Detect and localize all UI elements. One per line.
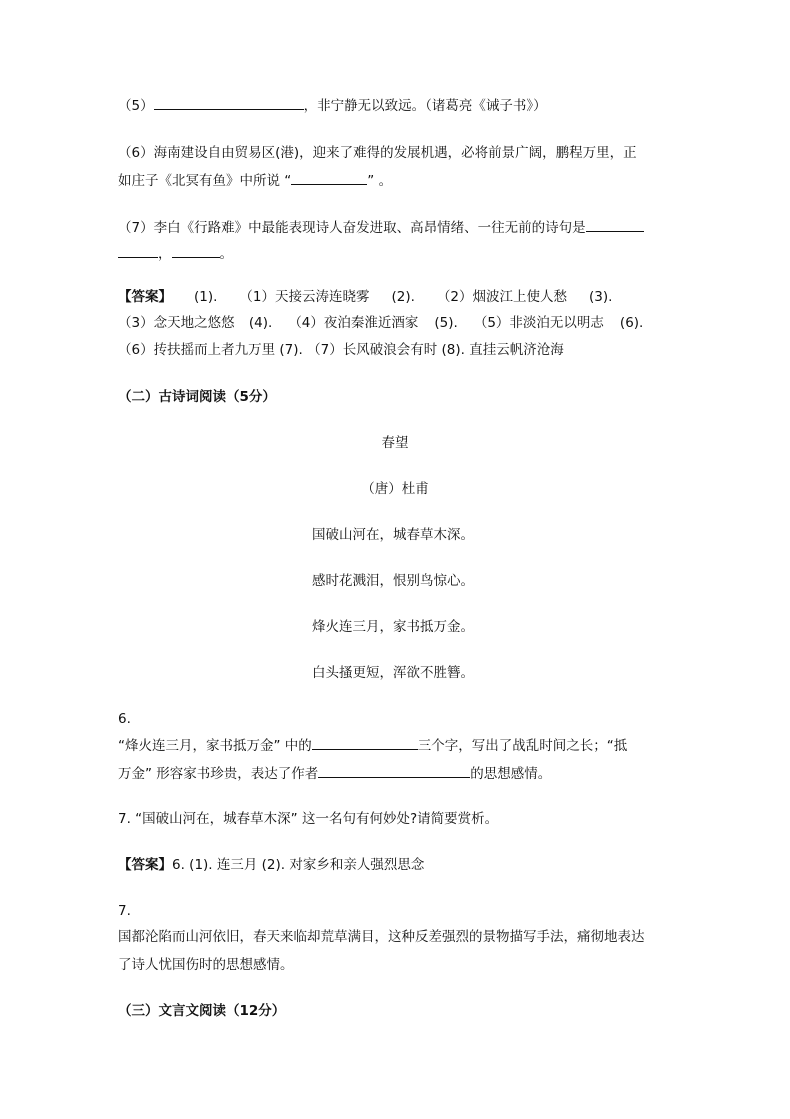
question-6-line2 [118, 170, 392, 190]
answer-label: 【答案】 [118, 857, 172, 873]
answer-2 [118, 856, 424, 874]
question-7-line2 [118, 243, 233, 263]
answer-item: (8). [441, 342, 465, 358]
answer-item: (1). [194, 289, 218, 305]
answer-item: (3). [589, 289, 613, 305]
answer-blank [154, 95, 304, 110]
q7-sep: ， [158, 246, 172, 262]
answer-item: (5). [434, 315, 458, 331]
answer-blank [586, 217, 644, 232]
answer-blank [118, 243, 158, 258]
q7-end: 。 [219, 246, 233, 262]
answer-item: 直挂云帆济沧海 [469, 342, 564, 358]
question-5 [118, 95, 547, 115]
answer-blank [291, 170, 367, 185]
poem-line: 烽火连三月，家书抵万金。 [312, 619, 474, 635]
question-6b-line1 [118, 735, 627, 755]
answer-item: (6). [619, 315, 644, 331]
poem-line: 感时花溅泪，恨别鸟惊心。 [312, 573, 474, 589]
answer-item: （5）非淡泊无以明志 [473, 315, 604, 331]
question-7-line1 [118, 217, 644, 237]
answer-blank [318, 763, 470, 778]
answer-1-line1 [118, 288, 612, 306]
answer-item: (4). [248, 315, 273, 331]
answer-3-line2: 了诗人忧国伤时的思想感情。 [118, 957, 294, 973]
q6-text: 如庄子《北冥有鱼》中所说 “ [118, 173, 292, 189]
q6b-text: 的思想感情。 [470, 766, 552, 782]
question-6b-line2 [118, 763, 551, 783]
answer-blank [312, 735, 418, 750]
q7-text: （7）李白《行路难》中最能表现诗人奋发进取、高昂情绪、一往无前的诗句是 [118, 220, 586, 236]
answer-1-line3 [118, 341, 564, 359]
q6b-text: “烽火连三月，家书抵万金” 中的 [118, 738, 312, 754]
section-heading: （三）文言文阅读（12分） [118, 1003, 286, 1019]
question-6-line1: （6）海南建设自由贸易区(港)，迎来了难得的发展机遇，必将前景广阔，鹏程万里，正 [118, 145, 637, 161]
answer-item: （2）烟波江上使人愁 [436, 289, 568, 305]
q5-text: ，非宁静无以致远。（诸葛亮《诫子书》） [303, 98, 547, 114]
answer-item: （1）天接云涛连晓雾 [239, 289, 370, 305]
answer-3-number: 7. [118, 903, 131, 919]
answer-item: （6）抟扶摇而上者九万里 [118, 342, 276, 358]
q6b-text: 万金” 形容家书珍贵，表达了作者 [118, 766, 319, 782]
question-6b-number: 6. [118, 711, 131, 727]
answer-1-line2 [118, 314, 643, 332]
answer-label: 【答案】 [118, 289, 172, 305]
answer-blank [172, 243, 220, 258]
q6-text-end: ” 。 [367, 173, 393, 189]
q5-number: （5） [118, 98, 154, 114]
answer-item: (2). [391, 289, 415, 305]
poem-line: 白头搔更短，浑欲不胜簪。 [312, 665, 474, 681]
q6b-text: 三个字，写出了战乱时间之长；“抵 [417, 738, 628, 754]
poem-line: 国破山河在，城春草木深。 [312, 527, 474, 543]
answer-item: （4）夜泊秦淮近酒家 [288, 315, 419, 331]
answer-text: 6. (1). 连三月 (2). 对家乡和亲人强烈思念 [172, 857, 425, 873]
answer-item: （7）长风破浪会有时 [307, 342, 438, 358]
poem-title: 春望 [381, 435, 409, 451]
answer-item: （3）念天地之悠悠 [118, 315, 235, 331]
answer-item: (7). [279, 342, 303, 358]
section-heading: （二）古诗词阅读（5分） [118, 389, 276, 405]
poem-author: （唐）杜甫 [361, 481, 429, 497]
answer-3-line1: 国都沦陷而山河依旧，春天来临却荒草满目，这种反差强烈的景物描写手法，痛彻地表达 [118, 929, 645, 945]
question-7b: 7. “国破山河在，城春草木深” 这一名句有何妙处?请简要赏析。 [118, 811, 499, 827]
